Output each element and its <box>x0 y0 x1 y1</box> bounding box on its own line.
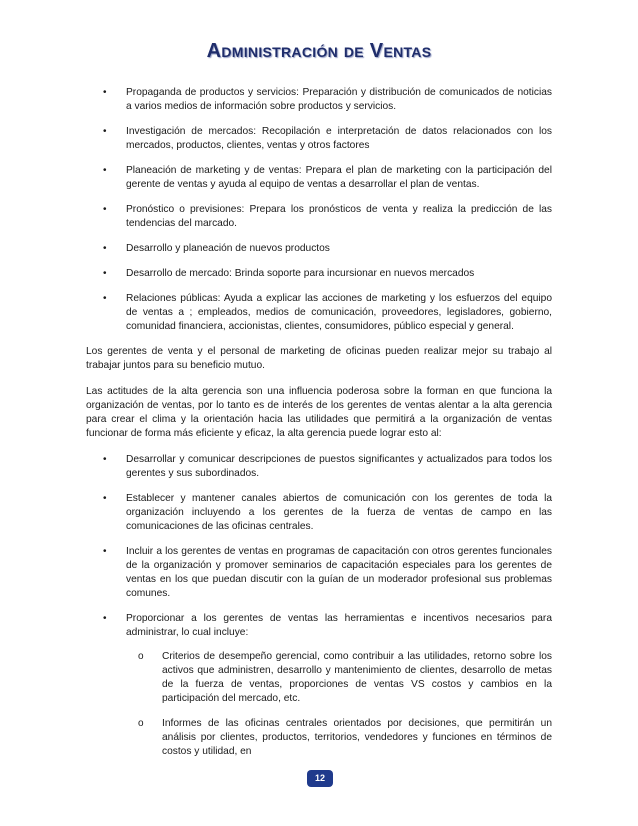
bullet-icon: • <box>103 454 107 465</box>
list-item: • Proporcionar a los gerentes de ventas las herramientas e incentivos necesarios para administrar, lo cual incluye: o Criterios de desempeño gerencial, como contribuir a las utilidades, retorno sobre los activos que administren, desarrollo y mantenimiento de clientes, desarrollo de metas de la fuerza de ventas, proporciones de ventas VS costos y cambios en la participación del mercado, etc. o Informes de las oficinas centrales orientados por decisiones, que permitirán un análisis por clientes, productos, territorios, vendedores y funciones en términos de costos y utilidad, en <box>103 613 552 757</box>
page-number: 12 <box>307 770 333 787</box>
list-item: • Desarrollo de mercado: Brinda soporte para incursionar en nuevos mercados <box>103 268 475 279</box>
list-item: • Relaciones públicas: Ayuda a explicar las acciones de marketing y los esfuerzos del equipo de ventas a ; empleados, medios de comunicación, proveedores, legisladores, gobierno, comunidad financiera, accionistas, clientes, consumidores, público especial y general. <box>103 293 552 332</box>
bullet-icon: • <box>103 87 107 98</box>
management-actions-list <box>86 453 552 759</box>
list-item: • Planeación de marketing y de ventas: Prepara el plan de marketing con la participación del gerente de ventas y ayuda al equipo de ventas a desarrollar el plan de ventas. <box>103 165 552 190</box>
bullet-icon: • <box>103 546 107 557</box>
list-item: • Desarrollar y comunicar descripciones de puestos significantes y actualizados para todos los gerentes y sus subordinados. <box>103 454 552 479</box>
list-item: • Pronóstico o previsiones: Prepara los pronósticos de venta y realiza la predicción de las tendencias del marcado. <box>103 204 552 229</box>
bullet-icon: • <box>103 493 107 504</box>
bullet-icon: • <box>103 293 107 304</box>
bullet-icon: • <box>103 243 107 254</box>
sub-list-item: o Informes de las oficinas centrales orientados por decisiones, que permitirán un análisis por clientes, productos, territorios, vendedores y funciones en términos de costos y utilidad, en <box>138 718 552 757</box>
paragraph: Las actitudes de la alta gerencia son una influencia poderosa sobre la forman en que funciona la organización de ventas, por lo tanto es de interés de los gerentes de ventas alentar a la alta gerencia para crear el clima y la orientación hacia las utilidades que permitirá a la organización de ventas funcionar de forma más eficiente y eficaz, la alta gerencia puede lograr esto al: <box>86 386 552 439</box>
functions-list <box>86 86 552 334</box>
bullet-icon: • <box>103 268 107 279</box>
page-title: Administración de Ventas <box>206 40 432 62</box>
list-item: • Desarrollo y planeación de nuevos productos <box>103 243 330 254</box>
list-item: • Incluir a los gerentes de ventas en programas de capacitación con otros gerentes funcionales de la organización y promover seminarios de capacitación especiales para los gerentes de ventas en los que puedan discutir con la guían de un moderador profesional sus problemas comunes. <box>103 546 552 599</box>
paragraph: Los gerentes de venta y el personal de marketing de oficinas pueden realizar mejor su trabajo al trabajar juntos para su beneficio mutuo. <box>86 346 552 371</box>
list-item: • Propaganda de productos y servicios: Preparación y distribución de comunicados de noticias a varios medios de información sobre productos y servicios. <box>103 87 552 112</box>
sub-list <box>126 650 552 759</box>
sub-list-item: o Criterios de desempeño gerencial, como contribuir a las utilidades, retorno sobre los activos que administren, desarrollo y mantenimiento de clientes, desarrollo de metas de la fuerza de ventas, proporciones de ventas VS costos y cambios en la participación del mercado, etc. <box>138 651 552 704</box>
list-item: • Investigación de mercados: Recopilación e interpretación de datos relacionados con los mercados, productos, clientes, ventas y otros factores <box>103 126 552 151</box>
circle-bullet-icon: o <box>138 651 144 662</box>
circle-bullet-icon: o <box>138 718 144 729</box>
list-item: • Establecer y mantener canales abiertos de comunicación con los gerentes de toda la organización incluyendo a los gerentes de la fuerza de ventas de campo en las comunicaciones de las oficinas centrales. <box>103 493 552 532</box>
bullet-icon: • <box>103 613 107 624</box>
bullet-icon: • <box>103 165 107 176</box>
page-content <box>86 86 552 759</box>
bullet-icon: • <box>103 204 107 215</box>
bullet-icon: • <box>103 126 107 137</box>
